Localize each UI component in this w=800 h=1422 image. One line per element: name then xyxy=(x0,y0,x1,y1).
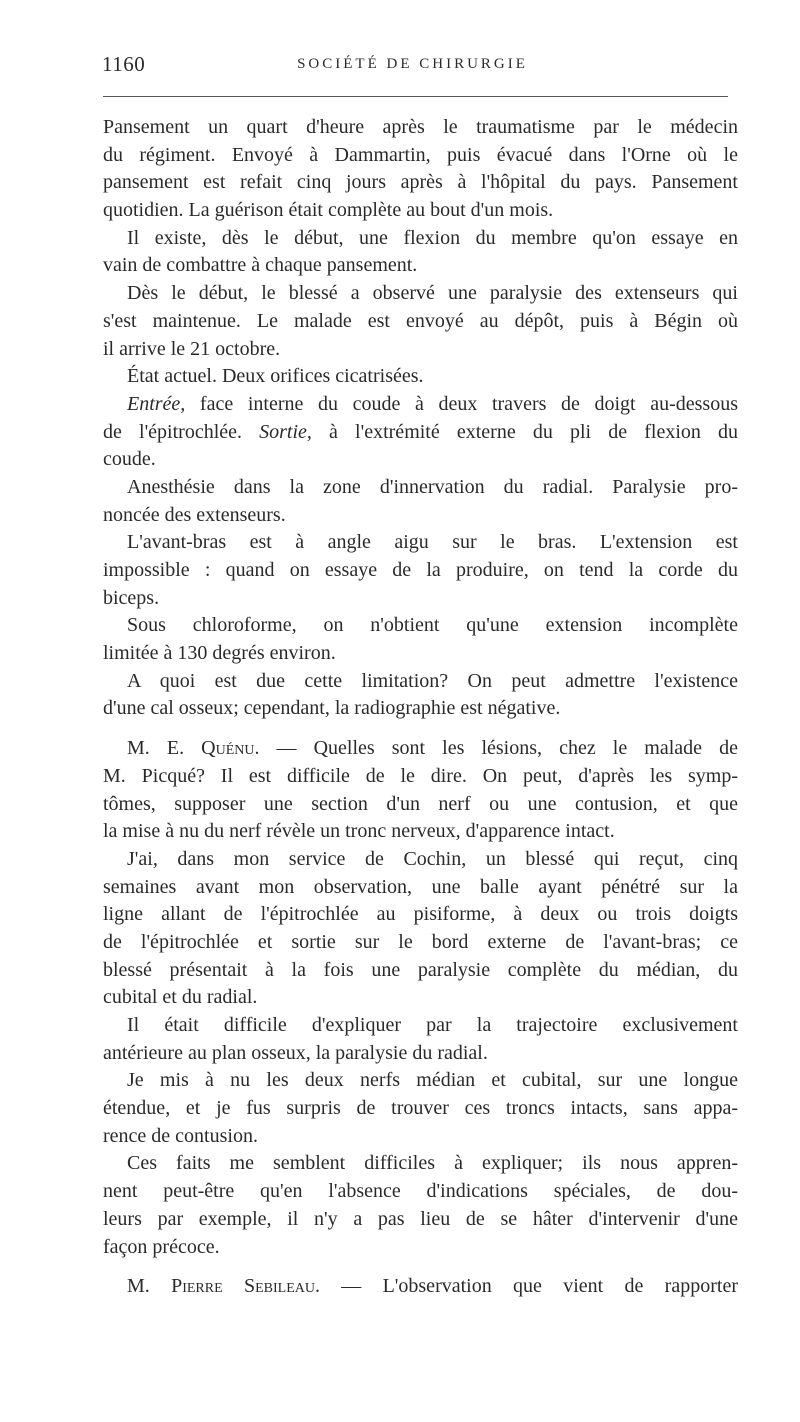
article-body xyxy=(103,114,738,1301)
text-line: de l'épitrochlée et sortie sur le bord externe de l'avant-bras; ce xyxy=(103,930,738,953)
text-line: du régiment. Envoyé à Dammartin, puis évacué dans l'Orne où le xyxy=(103,143,738,166)
text-line: Anesthésie dans la zone d'innervation du radial. Paralysie pro- xyxy=(127,475,738,498)
text-line: Je mis à nu les deux nerfs médian et cubital, sur une longue xyxy=(127,1069,738,1092)
text-line: vain de combattre à chaque pansement. xyxy=(103,254,418,277)
text-segment: M. xyxy=(127,1275,172,1298)
text-line: coude. xyxy=(103,448,156,471)
text-line xyxy=(103,735,738,763)
text-line: limitée à 130 degrés environ. xyxy=(103,642,336,665)
speaker-name: Pierre Sebileau. xyxy=(171,1275,320,1298)
text-line: leurs par exemple, il n'y a pas lieu de se hâter d'intervenir d'une xyxy=(103,1207,738,1230)
text-line: noncée des extenseurs. xyxy=(103,503,286,526)
text-line: la mise à nu du nerf révèle un tronc nerveux, d'apparence intact. xyxy=(103,820,615,843)
text-segment: — L'observation que vient de rapporter xyxy=(319,1275,738,1298)
speaker-name: Quénu. xyxy=(201,737,260,760)
text-line: impossible : quand on essaye de la produire, on tend la corde du xyxy=(103,559,738,581)
text-line: Il existe, dès le début, une flexion du membre qu'on essaye en xyxy=(127,226,738,249)
text-line: blessé présentait à la fois une paralysie complète du médian, du xyxy=(103,958,738,981)
text-segment: de l'épitrochlée. xyxy=(103,420,260,443)
text-line: Pansement un quart d'heure après le traumatisme par le médecin xyxy=(103,116,738,138)
paragraph-gap xyxy=(103,1261,738,1273)
text-line: semaines avant mon observation, une balle ayant pénétré sur la xyxy=(103,875,738,898)
text-segment: — Quelles sont les lésions, chez le malade de xyxy=(259,737,738,760)
text-line: Sous chloroforme, on n'obtient qu'une extension incomplète xyxy=(127,614,738,637)
text-line: rence de contusion. xyxy=(103,1124,258,1147)
text-line: A quoi est due cette limitation? On peut admettre l'existence xyxy=(127,669,738,692)
text-line: cubital et du radial. xyxy=(103,986,258,1009)
text-line: tômes, supposer une section d'un nerf ou une contusion, et que xyxy=(103,792,738,815)
text-line: L'avant-bras est à angle aigu sur le bras. L'extension est xyxy=(127,531,738,554)
text-line: il arrive le 21 octobre. xyxy=(103,337,281,360)
text-line: s'est maintenue. Le malade est envoyé au dépôt, puis à Bégin où xyxy=(103,309,738,332)
text-line: M. Picqué? Il est difficile de le dire. On peut, d'après les symp- xyxy=(103,764,738,787)
text-line: Ces faits me semblent difficiles à expliquer; ils nous appren- xyxy=(127,1152,738,1175)
text-line: antérieure au plan osseux, la paralysie du radial. xyxy=(103,1041,488,1064)
text-line: d'une cal osseux; cependant, la radiographie est négative. xyxy=(103,697,561,720)
text-segment: à l'extrémité externe du pli de flexion du xyxy=(311,420,739,443)
paragraph-gap xyxy=(103,723,738,735)
text-line: façon précoce. xyxy=(103,1235,220,1258)
text-line: Il était difficile d'expliquer par la trajectoire exclusivement xyxy=(127,1014,738,1036)
text-line: ligne allant de l'épitrochlée au pisiforme, à deux ou trois doigts xyxy=(103,903,738,926)
text-segment: face interne du coude à deux travers de doigt au-dessous xyxy=(185,392,738,415)
italic-term: Sortie, xyxy=(259,420,312,443)
italic-term: Entrée, xyxy=(127,392,186,415)
text-line: biceps. xyxy=(103,586,160,609)
text-line xyxy=(103,419,738,447)
text-line: pansement est refait cinq jours après à l'hôpital du pays. Pansement xyxy=(103,171,738,194)
running-title: SOCIÉTÉ DE CHIRURGIE xyxy=(297,56,528,72)
text-line: Dès le début, le blessé a observé une paralysie des extenseurs qui xyxy=(127,282,738,305)
text-line: État actuel. Deux orifices cicatrisées. xyxy=(127,365,424,388)
text-line: étendue, et je fus surpris de trouver ces troncs intacts, sans appa- xyxy=(103,1097,738,1120)
text-segment: M. E. xyxy=(127,737,202,760)
page-number: 1160 xyxy=(102,52,146,76)
text-line: quotidien. La guérison était complète au bout d'un mois. xyxy=(103,199,554,222)
text-line xyxy=(103,391,738,419)
text-line: nent peut-être qu'en l'absence d'indications spéciales, de dou- xyxy=(103,1180,738,1203)
text-line: J'ai, dans mon service de Cochin, un blessé qui reçut, cinq xyxy=(127,847,738,870)
header-rule xyxy=(103,96,728,97)
text-line xyxy=(103,1273,738,1301)
